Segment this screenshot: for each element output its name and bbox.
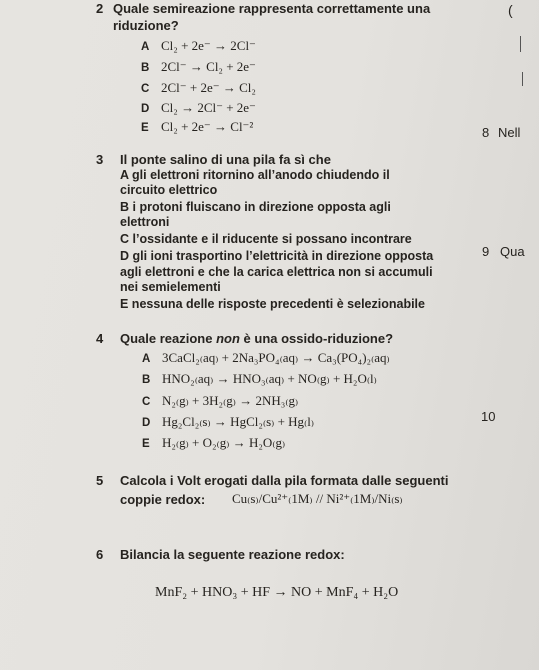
question-6-text: Bilancia la seguente reazione redox: [120, 547, 345, 562]
question-2-number: 2 [96, 1, 104, 16]
question-9-number: 9 [482, 244, 490, 259]
answer-option-b-line-1[interactable]: B i protoni fluiscano in direzione opposta agli [120, 200, 391, 214]
question-4-emphasis: non [216, 331, 240, 346]
answer-option-d[interactable]: D Hg₂Cl₂₍s₎ → HgCl₂₍s₎ + Hg₍l₎ [142, 414, 315, 429]
answer-option-d-line-2: agli elettroni e che la carica elettrica non si accumuli [120, 265, 433, 279]
question-8-text-fragment: Nell [498, 125, 521, 140]
answer-option-a[interactable]: A 3CaCl₂₍aq₎ + 2Na₃PO₄₍aq₎ → Ca₃(PO₄)₂₍aq₎ [142, 350, 390, 365]
answer-option-a-line-1[interactable]: A gli elettroni ritornino all’anodo chiudendo il [120, 168, 390, 182]
answer-option-e[interactable]: E H₂₍g₎ + O₂₍g₎ → H₂O₍g₎ [142, 435, 286, 450]
redox-couples-formula: Cu₍s₎/Cu²⁺₍1M₎ // Ni²⁺₍1M₎/Ni₍s₎ [232, 491, 403, 506]
cut-off-mark [520, 36, 521, 52]
answer-option-d[interactable]: D Cl₂ → 2Cl⁻ + 2e⁻ [141, 100, 256, 115]
answer-option-b[interactable]: B 2Cl⁻ → Cl₂ + 2e⁻ [141, 59, 256, 74]
question-10-number: 10 [481, 409, 496, 424]
answer-option-d-line-1[interactable]: D gli ioni trasportino l’elettricità in direzione opposta [120, 249, 434, 263]
answer-option-e[interactable]: E nessuna delle risposte precedenti è selezionabile [120, 297, 425, 311]
question-3-number: 3 [96, 152, 104, 167]
answer-option-c[interactable]: C l’ossidante e il riducente si possano incontrare [120, 232, 412, 246]
answer-option-c[interactable]: C 2Cl⁻ + 2e⁻ → Cl₂ [141, 80, 256, 95]
question-2-text: Quale semireazione rappresenta correttamente una [113, 1, 431, 16]
question-5-number: 5 [96, 473, 104, 488]
question-3-text: Il ponte salino di una pila fa sì che [120, 152, 331, 167]
cut-off-parenthesis: ( [508, 2, 513, 18]
question-2-text-continued: riduzione? [113, 18, 179, 33]
answer-option-a[interactable]: A Cl₂ + 2e⁻ → 2Cl⁻ [141, 38, 256, 53]
answer-option-a-line-2: circuito elettrico [120, 183, 218, 197]
question-5-text: Calcola i Volt erogati dalla pila formata dalle seguenti [120, 473, 449, 488]
question-8-number: 8 [482, 125, 490, 140]
question-4-text: Quale reazione non è una ossido-riduzione? [120, 331, 394, 346]
question-9-text-fragment: Qua [500, 244, 525, 259]
question-6-number: 6 [96, 547, 104, 562]
cut-off-mark [522, 72, 523, 86]
question-5-label: coppie redox: [120, 492, 206, 507]
redox-reaction-equation: MnF₂ + HNO₃ + HF → NO + MnF₄ + H₂O [155, 585, 399, 600]
question-4-number: 4 [96, 331, 104, 346]
answer-option-e[interactable]: E Cl₂ + 2e⁻ → Cl⁻² [141, 119, 254, 134]
answer-option-b-line-2: elettroni [120, 215, 170, 229]
answer-option-b[interactable]: B HNO₂₍aq₎ → HNO₃₍aq₎ + NO₍g₎ + H₂O₍l₎ [142, 371, 377, 386]
answer-option-d-line-3: nei semielementi [120, 280, 221, 294]
answer-option-c[interactable]: C N₂₍g₎ + 3H₂₍g₎ → 2NH₃₍g₎ [142, 393, 299, 408]
